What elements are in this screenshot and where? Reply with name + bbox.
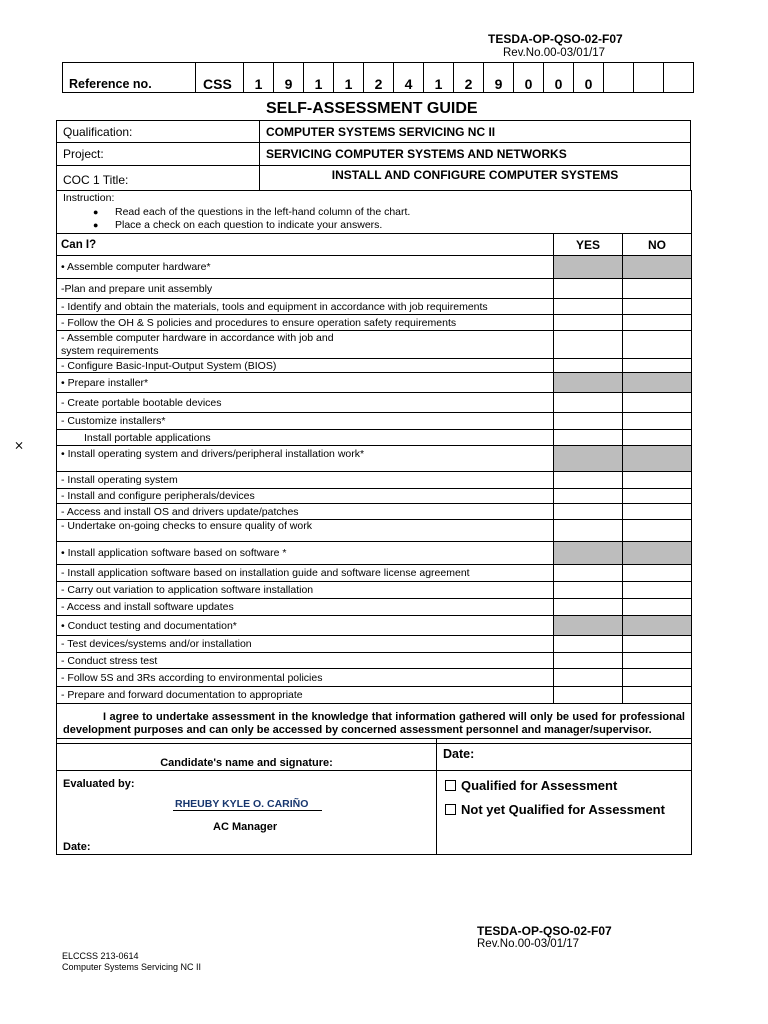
no-checkbox[interactable] (623, 687, 692, 704)
question-row (57, 636, 692, 653)
self-assessment-checklist (56, 233, 692, 744)
reference-digit[interactable]: 0 (574, 63, 604, 93)
question-text: • Conduct testing and documentation* (57, 616, 554, 636)
yes-checkbox[interactable] (554, 504, 623, 520)
question-row (57, 413, 692, 430)
question-row (57, 489, 692, 504)
reference-digit[interactable] (634, 63, 664, 93)
form-code: TESDA-OP-QSO-02-F07 (488, 32, 623, 46)
reference-prefix: CSS (196, 63, 244, 93)
question-text: - Access and install software updates (57, 599, 554, 616)
yes-checkbox (554, 256, 623, 279)
yes-checkbox[interactable] (554, 299, 623, 315)
no-checkbox[interactable] (623, 582, 692, 599)
question-text: - Follow the OH & S policies and procedures to ensure operation safety requirements (57, 315, 554, 331)
reference-label: Reference no. (63, 63, 196, 93)
candidate-date-field[interactable] (437, 739, 692, 771)
coc-title-value: INSTALL AND CONFIGURE COMPUTER SYSTEMS (260, 166, 691, 191)
question-text: Install portable applications (57, 430, 554, 446)
no-checkbox[interactable] (623, 430, 692, 446)
candidate-signature-label: Candidate's name and signature: (160, 757, 333, 769)
question-row (57, 472, 692, 489)
no-checkbox[interactable] (623, 636, 692, 653)
reference-digit[interactable]: 2 (364, 63, 394, 93)
yes-checkbox[interactable] (554, 687, 623, 704)
yes-checkbox[interactable] (554, 359, 623, 373)
yes-checkbox[interactable] (554, 653, 623, 669)
yes-checkbox[interactable] (554, 413, 623, 430)
section-row (57, 616, 692, 636)
question-text: • Install application software based on software * (57, 542, 554, 565)
revision-number: Rev.No.00-03/01/17 (503, 47, 606, 59)
question-text: - Configure Basic-Input-Output System (BIOS) (57, 359, 554, 373)
evaluated-by-label: Evaluated by: (63, 778, 135, 790)
no-checkbox[interactable] (623, 599, 692, 616)
question-text: - Assemble computer hardware in accordance with job and system requirements (57, 331, 554, 359)
candidate-signature-field[interactable] (57, 739, 437, 771)
project-label: Project: (57, 143, 260, 166)
reference-digit[interactable]: 0 (544, 63, 574, 93)
no-checkbox[interactable] (623, 669, 692, 687)
no-checkbox[interactable] (623, 413, 692, 430)
no-checkbox (623, 446, 692, 472)
question-text: - Access and install OS and drivers update/patches (57, 504, 554, 520)
agreement-statement: I agree to undertake assessment in the knowledge that information gathered will only be used for professional development purposes and can only be accessed by concerned assessment personnel and manager/supervisor. (57, 704, 692, 744)
no-checkbox[interactable] (623, 359, 692, 373)
margin-mark: ⨯ (14, 438, 25, 452)
bullet-icon: ● (93, 207, 99, 217)
no-checkbox[interactable] (623, 393, 692, 413)
qualified-option[interactable] (445, 778, 617, 793)
evaluator-title: AC Manager (213, 821, 278, 833)
can-i-header: Can I? (57, 234, 554, 256)
question-row (57, 565, 692, 582)
coc-title-label: COC 1 Title: (57, 166, 260, 191)
reference-digit[interactable]: 1 (244, 63, 274, 93)
question-row (57, 520, 692, 542)
question-row (57, 430, 692, 446)
instruction-heading: Instruction: (63, 192, 115, 204)
question-row (57, 299, 692, 315)
instruction-item: Place a check on each question to indicate your answers. (115, 219, 383, 231)
question-row (57, 279, 692, 299)
question-row (57, 582, 692, 599)
reference-digit[interactable]: 9 (274, 63, 304, 93)
question-text: - Identify and obtain the materials, tools and equipment in accordance with job requirements (57, 299, 554, 315)
instruction-item: Read each of the questions in the left-hand column of the chart. (115, 206, 411, 218)
section-row (57, 542, 692, 565)
evaluator-section (57, 771, 437, 855)
yes-checkbox[interactable] (554, 489, 623, 504)
qualification-value: COMPUTER SYSTEMS SERVICING NC II (260, 121, 691, 143)
evaluator-name: RHEUBY KYLE O. CARIÑO (173, 798, 322, 811)
question-text: • Prepare installer* (57, 373, 554, 393)
reference-digit[interactable]: 1 (424, 63, 454, 93)
reference-digit[interactable]: 1 (304, 63, 334, 93)
no-checkbox[interactable] (623, 331, 692, 359)
not-qualified-option[interactable] (445, 802, 665, 817)
yes-checkbox[interactable] (554, 636, 623, 653)
question-row (57, 331, 692, 359)
question-row (57, 504, 692, 520)
no-checkbox (623, 542, 692, 565)
no-checkbox (623, 616, 692, 636)
yes-checkbox[interactable] (554, 315, 623, 331)
qualification-info-table (56, 120, 691, 191)
yes-checkbox[interactable] (554, 393, 623, 413)
question-text: • Assemble computer hardware* (57, 256, 554, 279)
question-text: -Plan and prepare unit assembly (57, 279, 554, 299)
yes-checkbox[interactable] (554, 472, 623, 489)
question-row (57, 653, 692, 669)
reference-digit[interactable] (604, 63, 634, 93)
no-checkbox[interactable] (623, 315, 692, 331)
footer-revision: Rev.No.00-03/01/17 (477, 938, 580, 950)
yes-checkbox[interactable] (554, 599, 623, 616)
reference-number-grid (62, 62, 694, 93)
question-row (57, 687, 692, 704)
no-checkbox (623, 373, 692, 393)
yes-checkbox (554, 542, 623, 565)
no-header: NO (623, 234, 692, 256)
no-checkbox[interactable] (623, 489, 692, 504)
yes-checkbox[interactable] (554, 430, 623, 446)
reference-digit[interactable]: 9 (484, 63, 514, 93)
no-checkbox[interactable] (623, 279, 692, 299)
question-text: - Create portable bootable devices (57, 393, 554, 413)
question-row (57, 359, 692, 373)
reference-digit[interactable]: 4 (394, 63, 424, 93)
yes-checkbox[interactable] (554, 279, 623, 299)
assessment-decision (437, 771, 692, 855)
yes-checkbox[interactable] (554, 331, 623, 359)
footer-doc-code: ELCCSS 213-0614 (62, 951, 139, 961)
question-text: - Test devices/systems and/or installation (57, 636, 554, 653)
question-text: - Conduct stress test (57, 653, 554, 669)
question-text: - Install and configure peripherals/devices (57, 489, 554, 504)
yes-checkbox[interactable] (554, 565, 623, 582)
section-row (57, 446, 692, 472)
reference-digit[interactable]: 2 (454, 63, 484, 93)
question-text: • Install operating system and drivers/peripheral installation work* (57, 446, 554, 472)
page-title: SELF-ASSESSMENT GUIDE (266, 100, 478, 117)
yes-checkbox[interactable] (554, 520, 623, 542)
no-checkbox[interactable] (623, 565, 692, 582)
no-checkbox[interactable] (623, 504, 692, 520)
signature-block (56, 738, 692, 855)
checkbox-icon[interactable] (445, 804, 456, 815)
no-checkbox[interactable] (623, 299, 692, 315)
footer-program: Computer Systems Servicing NC II (62, 962, 202, 972)
reference-digit[interactable]: 0 (514, 63, 544, 93)
evaluation-date-label: Date: (63, 841, 91, 853)
section-row (57, 373, 692, 393)
question-text: - Install application software based on installation guide and software license agreement (57, 565, 554, 582)
no-checkbox[interactable] (623, 520, 692, 542)
bullet-icon: ● (93, 220, 99, 230)
question-text: - Prepare and forward documentation to appropriate (57, 687, 554, 704)
section-row (57, 256, 692, 279)
not-qualified-label: Not yet Qualified for Assessment (461, 802, 665, 817)
question-row (57, 393, 692, 413)
question-row (57, 599, 692, 616)
question-text: - Undertake on-going checks to ensure quality of work (57, 520, 554, 542)
yes-checkbox (554, 373, 623, 393)
no-checkbox[interactable] (623, 472, 692, 489)
no-checkbox[interactable] (623, 653, 692, 669)
question-text: - Install operating system (57, 472, 554, 489)
yes-checkbox[interactable] (554, 582, 623, 599)
no-checkbox (623, 256, 692, 279)
qualification-label: Qualification: (57, 121, 260, 143)
yes-checkbox[interactable] (554, 669, 623, 687)
question-row (57, 669, 692, 687)
project-value: SERVICING COMPUTER SYSTEMS AND NETWORKS (260, 143, 691, 166)
instruction-box (56, 190, 692, 234)
yes-header: YES (554, 234, 623, 256)
yes-checkbox (554, 616, 623, 636)
checkbox-icon[interactable] (445, 780, 456, 791)
question-text: - Follow 5S and 3Rs according to environmental policies (57, 669, 554, 687)
footer-form-code: TESDA-OP-QSO-02-F07 (477, 924, 612, 938)
question-text: - Customize installers* (57, 413, 554, 430)
question-text: - Carry out variation to application software installation (57, 582, 554, 599)
question-row (57, 315, 692, 331)
footer-doc-info (62, 951, 201, 973)
candidate-date-label: Date: (443, 747, 475, 761)
qualified-label: Qualified for Assessment (461, 778, 618, 793)
reference-digit[interactable] (664, 63, 694, 93)
reference-digit[interactable]: 1 (334, 63, 364, 93)
yes-checkbox (554, 446, 623, 472)
